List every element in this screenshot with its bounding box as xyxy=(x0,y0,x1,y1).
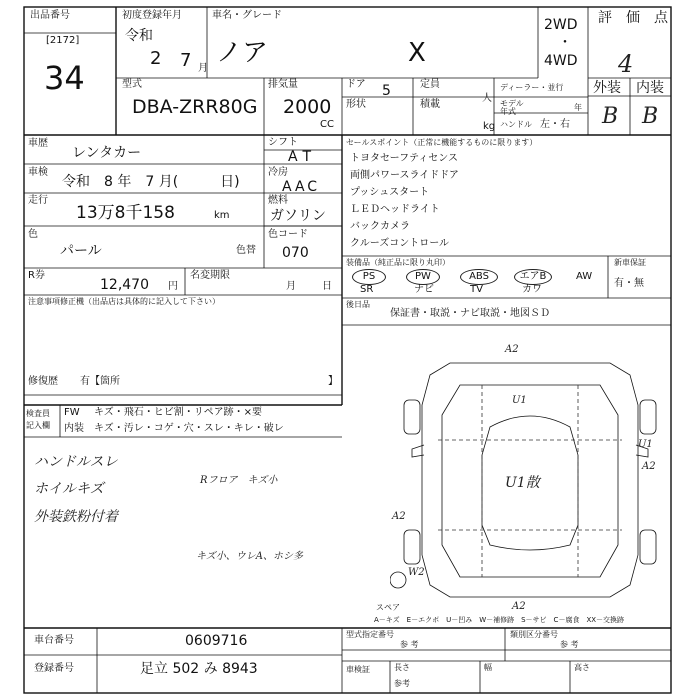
handwritten-note-1: ハンドルスレ xyxy=(34,454,118,470)
class-label: 類別区分番号 xyxy=(510,630,558,639)
shift-label: シフト xyxy=(268,137,298,148)
interior-grade: B xyxy=(642,104,659,129)
handle-label: ハンドル xyxy=(500,120,532,129)
height-label: 高さ xyxy=(574,663,590,672)
interior-label: 内装 xyxy=(636,80,664,96)
damage-mark-top: A2 xyxy=(505,344,519,355)
exterior-grade: B xyxy=(602,104,619,129)
lot-label: 出品番号 xyxy=(30,10,70,21)
mileage-unit: km xyxy=(214,210,230,221)
capacity-unit: 人 xyxy=(482,93,492,104)
damage-mark-rear: A2 xyxy=(512,601,526,612)
equipment-label: 装備品（純正品に限り丸印） xyxy=(346,258,450,267)
dealer-label: ディーラー・並行 xyxy=(500,83,564,92)
load-label: 積載 xyxy=(420,99,440,110)
history-label: 車歴 xyxy=(28,138,48,149)
drive-4wd: 4WD xyxy=(544,53,578,69)
damage-mark-left: A2 xyxy=(392,511,406,522)
equip-sr: SR xyxy=(360,284,374,295)
equip-pw: PW xyxy=(406,269,440,285)
lot-number: 34 xyxy=(44,59,85,97)
inspection-label: 車検 xyxy=(28,167,48,178)
score-label: 評 価 点 xyxy=(598,10,668,26)
type-cert-label: 型式指定番号 xyxy=(346,630,394,639)
color-value: パール xyxy=(60,243,102,259)
car-name: ノア xyxy=(216,38,269,68)
chassis-label: 車台番号 xyxy=(34,635,74,646)
door-value: 5 xyxy=(382,83,391,99)
first-reg-label: 初度登録年月 xyxy=(122,10,182,21)
history-value: レンタカー xyxy=(72,145,142,161)
model-label: 型式 xyxy=(122,79,142,90)
sales-point-4: ＬＥＤヘッドライト xyxy=(350,204,440,215)
ac-label: 冷房 xyxy=(268,167,288,178)
shape-label: 形状 xyxy=(346,99,366,110)
damage-mark-left-rear: W2 xyxy=(408,567,425,578)
month-unit: 月 xyxy=(198,63,208,74)
ref-label: 参考 xyxy=(394,679,410,688)
drive-separator: ・ xyxy=(558,35,572,51)
length-label: 長さ xyxy=(394,663,410,672)
first-reg-year: 2 xyxy=(150,48,162,69)
shift-value: AT xyxy=(288,149,318,165)
accessories-label: 後日品 xyxy=(346,300,370,309)
handwritten-note-5: キズ小、ウレA、ホシ多 xyxy=(196,551,304,562)
damage-mark-right-2: A2 xyxy=(642,461,656,472)
fuel-value: ガソリン xyxy=(270,208,326,224)
drive-2wd: 2WD xyxy=(544,17,578,33)
equip-navi: ナビ xyxy=(414,284,434,295)
repair-bracket: 】 xyxy=(328,376,338,387)
warranty-label: 新車保証 xyxy=(614,258,646,267)
cc-unit: CC xyxy=(320,119,334,130)
interior-check-items: キズ・汚レ・コゲ・穴・スレ・キレ・破レ xyxy=(94,423,284,434)
mileage-value: 13万8千158 xyxy=(76,203,175,223)
sales-point-3: プッシュスタート xyxy=(350,187,430,198)
deadline-month: 月 xyxy=(286,281,296,292)
equip-ps: PS xyxy=(352,269,386,285)
sales-point-6: クルーズコントロール xyxy=(350,238,449,249)
recycle-label: R券 xyxy=(28,270,45,281)
width-label: 幅 xyxy=(484,663,492,672)
ac-value: AAC xyxy=(282,179,321,195)
inspector-label-1: 検査員 xyxy=(26,409,50,418)
sales-point-2: 両側パワースライドドア xyxy=(350,170,459,181)
model-year-unit: 年 xyxy=(574,103,582,112)
score-value: 4 xyxy=(618,50,634,78)
inspector-label-2: 記入欄 xyxy=(26,421,50,430)
equip-leather: カワ xyxy=(522,284,542,295)
load-unit: kg xyxy=(483,121,496,132)
name-change-deadline-label: 名変期限 xyxy=(190,270,230,281)
color-code-label: 色コード xyxy=(268,229,308,240)
color-change-label: 色替 xyxy=(236,245,256,256)
fuel-label: 燃料 xyxy=(268,195,288,206)
damage-mark-roof-front: U1 xyxy=(512,395,527,406)
sales-points-label: セールスポイント（正常に機能するものに限ります） xyxy=(346,138,538,147)
repair-history-value: 有【箇所 xyxy=(80,376,120,387)
handle-value: 左・右 xyxy=(540,119,570,130)
sales-point-5: バックカメラ xyxy=(350,221,410,232)
capacity-label: 定員 xyxy=(420,79,440,90)
first-reg-era: 令和 xyxy=(125,28,153,44)
handwritten-note-2: ホイルキズ xyxy=(34,481,104,497)
warranty-value: 有・無 xyxy=(614,278,644,289)
color-code-value: 070 xyxy=(282,245,309,261)
equip-aw: AW xyxy=(576,271,593,282)
damage-mark-right: U1 xyxy=(638,439,653,450)
model-year-label: モデル年式 xyxy=(500,99,524,116)
recycle-amount: 12,470 xyxy=(100,277,149,293)
chassis-value: 0609716 xyxy=(185,633,248,649)
notes-label: 注意事項修正機（出品店は具体的に記入して下さい） xyxy=(28,297,220,306)
accessories-value: 保証書・取説・ナビ取説・地図ＳＤ xyxy=(390,308,550,319)
cert-label: 車検証 xyxy=(346,665,370,674)
model-value: DBA-ZRR80G xyxy=(132,96,258,118)
repair-history-label: 修復歴 xyxy=(28,376,58,387)
exterior-label: 外装 xyxy=(593,80,621,96)
car-name-label: 車名・グレード xyxy=(212,10,282,21)
damage-mark-roof: U1散 xyxy=(505,475,540,491)
inspection-value: 令和 8 年 7 月( 日) xyxy=(62,174,240,190)
equip-airbag: エアB xyxy=(514,269,552,285)
interior-check-label: 内装 xyxy=(64,423,84,434)
equip-abs: ABS xyxy=(460,269,498,285)
color-label: 色 xyxy=(28,229,38,240)
fw-items: キズ・飛石・ヒビ割・リペア跡・×要 xyxy=(94,407,262,418)
mileage-label: 走行 xyxy=(28,195,48,206)
equip-tv: TV xyxy=(470,284,483,295)
lot-code: [2172] xyxy=(46,35,80,46)
displacement-label: 排気量 xyxy=(268,79,298,90)
first-reg-month: 7 xyxy=(180,50,192,71)
class-ref: 参 考 xyxy=(560,640,579,649)
sales-point-1: トヨタセーフティセンス xyxy=(350,153,458,164)
door-label: ドア xyxy=(346,79,366,90)
type-cert-ref: 参 考 xyxy=(400,640,419,649)
deadline-day: 日 xyxy=(322,281,332,292)
damage-legend: A－キズ E－エクボ U－凹み W－補修跡 S－サビ C－腐食 XX－交換跡 xyxy=(374,616,625,624)
handwritten-note-3: 外装鉄粉付着 xyxy=(34,509,118,525)
displacement-value: 2000 xyxy=(283,96,332,118)
plate-value: 足立 502 み 8943 xyxy=(140,661,258,677)
car-grade: X xyxy=(408,38,426,68)
recycle-unit: 円 xyxy=(168,281,178,292)
fw-label: FW xyxy=(64,407,80,418)
plate-label: 登録番号 xyxy=(34,663,74,674)
spare-label: スペア xyxy=(376,603,400,612)
handwritten-note-4: Rフロア キズ小 xyxy=(200,475,278,486)
